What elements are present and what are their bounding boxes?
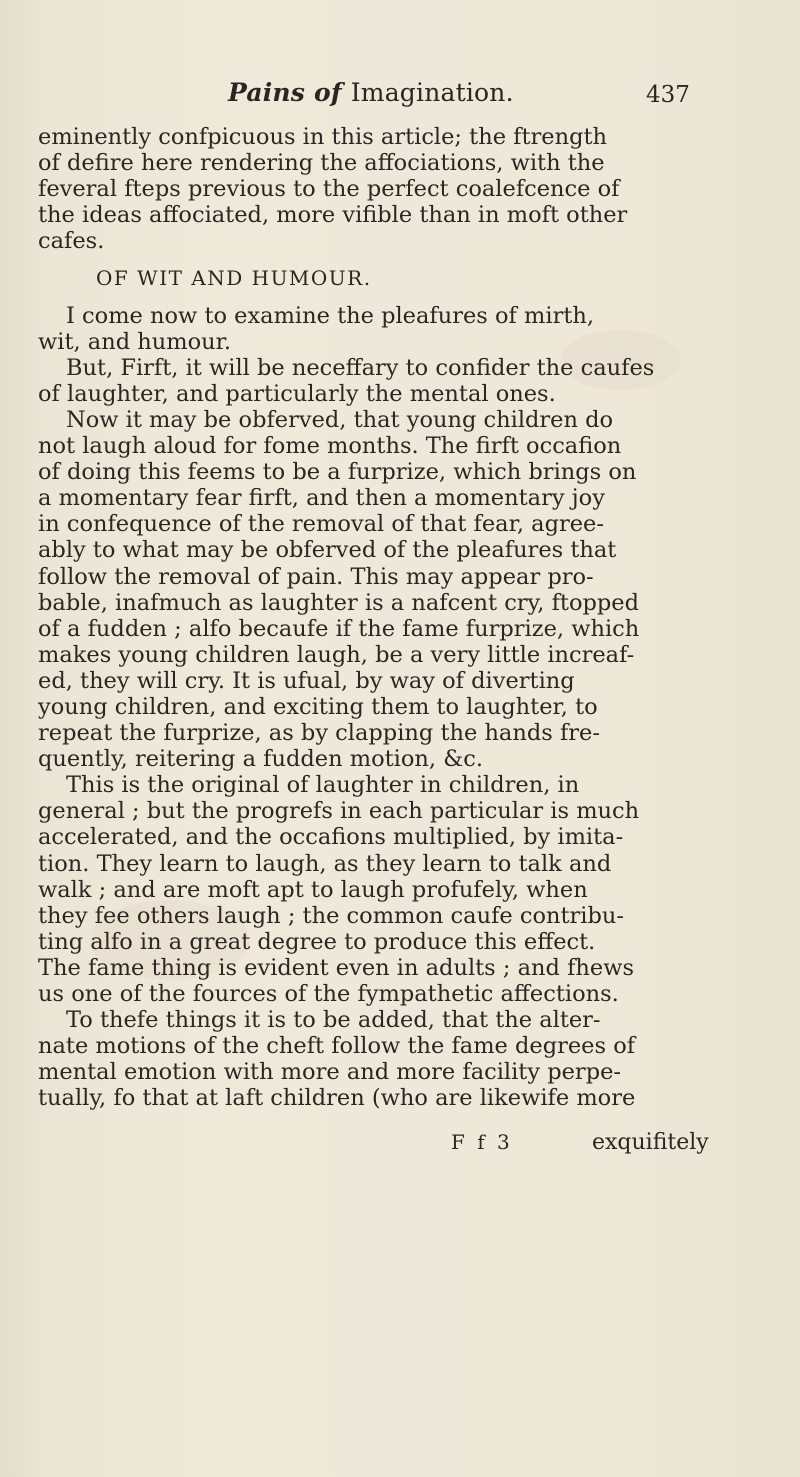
text-line: a momentary fear firft, and then a momentary joy (38, 485, 605, 512)
text-line: general ; but the progrefs in each particular is much (38, 798, 640, 825)
catchword: exquifitely (592, 1130, 709, 1155)
text-line: repeat the furprize, as by clapping the hands fre- (38, 720, 600, 747)
text-line: the ideas affociated, more vifible than in moft other (38, 202, 628, 229)
paragraph (38, 355, 728, 407)
running-head-rest: Imagination. (350, 78, 514, 107)
text-line: nate motions of the cheft follow the fame degrees of (38, 1033, 636, 1060)
running-header (0, 78, 800, 118)
text-line: This is the original of laughter in children, in (66, 772, 580, 799)
text-line: The fame thing is evident even in adults ; and fhews (38, 954, 635, 981)
paragraph (38, 772, 728, 1007)
text-line: of defire here rendering the affociations, with the (38, 150, 605, 177)
signature-mark: F f 3 (451, 1130, 513, 1154)
body-text (38, 124, 728, 1111)
text-line: tion. They learn to laugh, as they learn to talk and (38, 850, 612, 877)
page-footer (38, 1130, 728, 1160)
text-line: young children, and exciting them to laughter, to (38, 693, 598, 720)
text-line: of a fudden ; alfo becaufe if the fame furprize, which (38, 615, 640, 642)
paragraph (38, 1007, 728, 1111)
text-line: Now it may be obferved, that young children do (66, 406, 614, 433)
text-line: walk ; and are moft apt to laugh profufely, when (38, 876, 588, 903)
text-line: accelerated, and the occafions multiplied, by imita- (38, 824, 624, 851)
text-line: I come now to examine the pleafures of mirth, (66, 302, 595, 329)
text-line: ed, they will cry. It is ufual, by way of diverting (38, 667, 575, 694)
text-line: they fee others laugh ; the common caufe contribu- (38, 902, 624, 929)
text-line: us one of the fources of the fympathetic affections. (38, 981, 619, 1007)
text-line: eminently confpicuous in this article; the ftrength (38, 124, 608, 150)
running-head-title (228, 78, 514, 107)
text-line: But, Firft, it will be neceffary to confider the caufes (66, 354, 655, 381)
text-line: makes young children laugh, be a very little increaf- (38, 641, 635, 668)
running-head-italic: Pains (228, 78, 306, 107)
text-line: wit, and humour. (38, 328, 232, 355)
text-line: not laugh aloud for fome months. The firft occafion (38, 433, 622, 460)
text-line: To thefe things it is to be added, that the alter- (66, 1007, 601, 1034)
text-line: in confequence of the removal of that fear, agree- (38, 511, 604, 538)
running-head-of: of (305, 78, 351, 107)
text-line: mental emotion with more and more facility perpe- (38, 1059, 622, 1086)
text-line: quently, reitering a fudden motion, &c. (38, 746, 483, 773)
text-line: of laughter, and particularly the mental ones. (38, 380, 556, 407)
text-line: follow the removal of pain. This may appear pro- (38, 563, 594, 590)
paragraph (38, 303, 728, 355)
text-line: bable, inafmuch as laughter is a nafcent cry, ftopped (38, 589, 640, 616)
text-line: cafes. (38, 228, 105, 255)
intro-paragraph (38, 124, 728, 254)
text-line: ting alfo in a great degree to produce this effect. (38, 928, 596, 955)
text-line: ably to what may be obferved of the pleafures that (38, 537, 617, 564)
text-line: of doing this feems to be a furprize, which brings on (38, 459, 637, 486)
paragraph (38, 407, 728, 772)
page-number: 437 (646, 82, 690, 108)
text-line: feveral fteps previous to the perfect coalefcence of (38, 176, 620, 203)
section-heading: OF WIT AND HUMOUR. (96, 266, 372, 291)
text-line: tually, fo that at laft children (who are likewife more (38, 1085, 636, 1112)
